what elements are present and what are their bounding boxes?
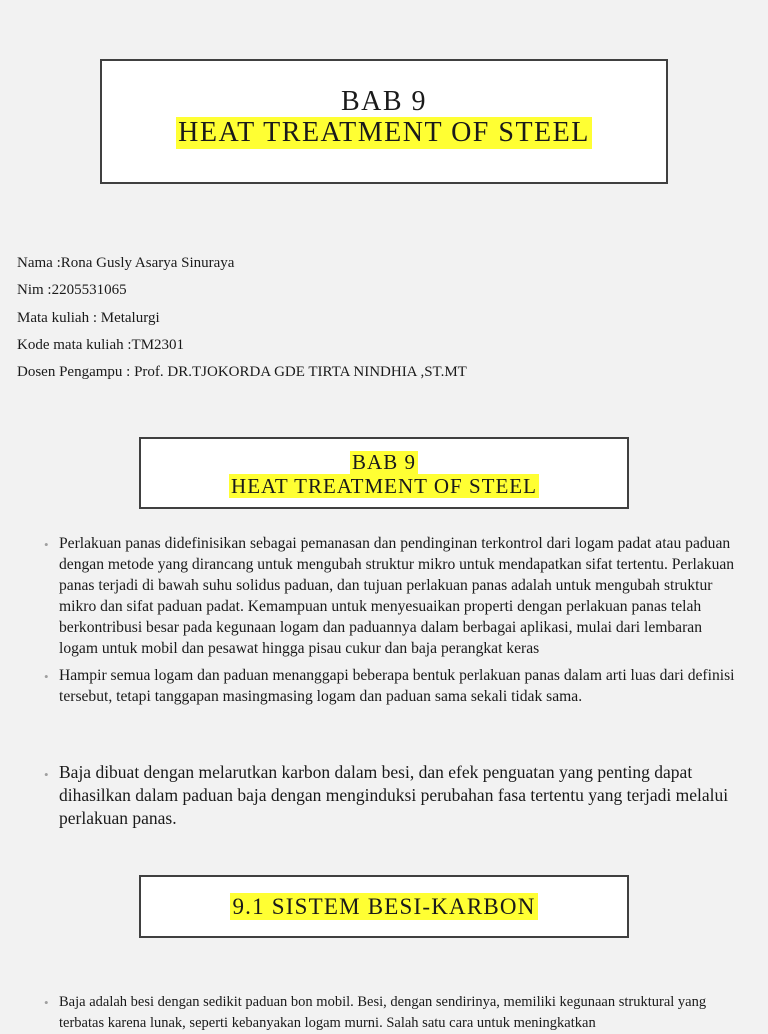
info-dosen: Dosen Pengampu : Prof. DR.TJOKORDA GDE TIRTA NINDHIA ,ST.MT	[17, 364, 467, 381]
info-mata-kuliah: Mata kuliah : Metalurgi	[17, 309, 160, 326]
student-info	[17, 252, 467, 388]
section-heading: HEAT TREATMENT OF STEEL	[231, 474, 537, 498]
title-chapter: BAB 9	[340, 86, 428, 117]
list-item	[44, 665, 736, 707]
bullet-icon: •	[44, 767, 49, 782]
bullet-text: Baja adalah besi dengan sedikit paduan bon mobil. Besi, dengan sendirinya, memiliki kegunaan struktural yang terbatas karena lunak, seperti kebanyakan logam murni. Salah satu cara untuk meningkatkan	[59, 994, 707, 1031]
bullet-list	[44, 533, 736, 713]
list-item	[44, 992, 736, 1034]
section-heading-box	[139, 437, 629, 509]
section2-heading: 9.1 SISTEM BESI-KARBON	[232, 894, 536, 919]
list-item	[44, 533, 736, 659]
bullet-list-large	[44, 761, 736, 830]
section2-heading-box	[139, 875, 629, 938]
bullet-icon: •	[44, 669, 49, 684]
title-heading: HEAT TREATMENT OF STEEL	[178, 117, 590, 148]
info-nama: Nama :Rona Gusly Asarya Sinuraya	[17, 255, 235, 271]
title-slide-box	[100, 59, 668, 184]
bullet-text: Baja dibuat dengan melarutkan karbon dalam besi, dan efek penguatan yang penting dapat dihasilkan dalam paduan baja dengan menginduksi perubahan fasa tertentu yang terjadi melalui perlakuan panas.	[59, 762, 729, 828]
section-chapter: BAB 9	[352, 450, 416, 474]
info-kode: Kode mata kuliah :TM2301	[17, 336, 185, 353]
list-item	[44, 761, 736, 830]
bullet-icon: •	[44, 995, 49, 1010]
bullet-text: Perlakuan panas didefinisikan sebagai pemanasan dan pendinginan terkontrol dari logam padat atau paduan dengan metode yang dirancang untuk mengubah struktur mikro untuk mendapatkan sifat tertentu. Perlakuan panas terjadi di bawah suhu solidus paduan, dan tujuan perlakuan panas adalah untuk mengubah struktur mikro dan sifat paduan padat. Kemampuan untuk menyesuaikan properti dengan perlakuan panas telah berkontribusi besar pada kegunaan logam dan paduannya dalam berbagai aplikasi, mulai dari lembaran logam untuk mobil dan pesawat hingga pisau cukur dan baja perangkat keras	[59, 535, 735, 657]
section2-bullet-list	[44, 992, 736, 1034]
bullet-text: Hampir semua logam dan paduan menanggapi beberapa bentuk perlakuan panas dalam arti luas dari definisi tersebut, tetapi tanggapan masingmasing logam dan paduan sama sekali tidak sama.	[59, 667, 735, 705]
bullet-icon: •	[44, 537, 49, 552]
info-nim: Nim :2205531065	[17, 282, 127, 299]
